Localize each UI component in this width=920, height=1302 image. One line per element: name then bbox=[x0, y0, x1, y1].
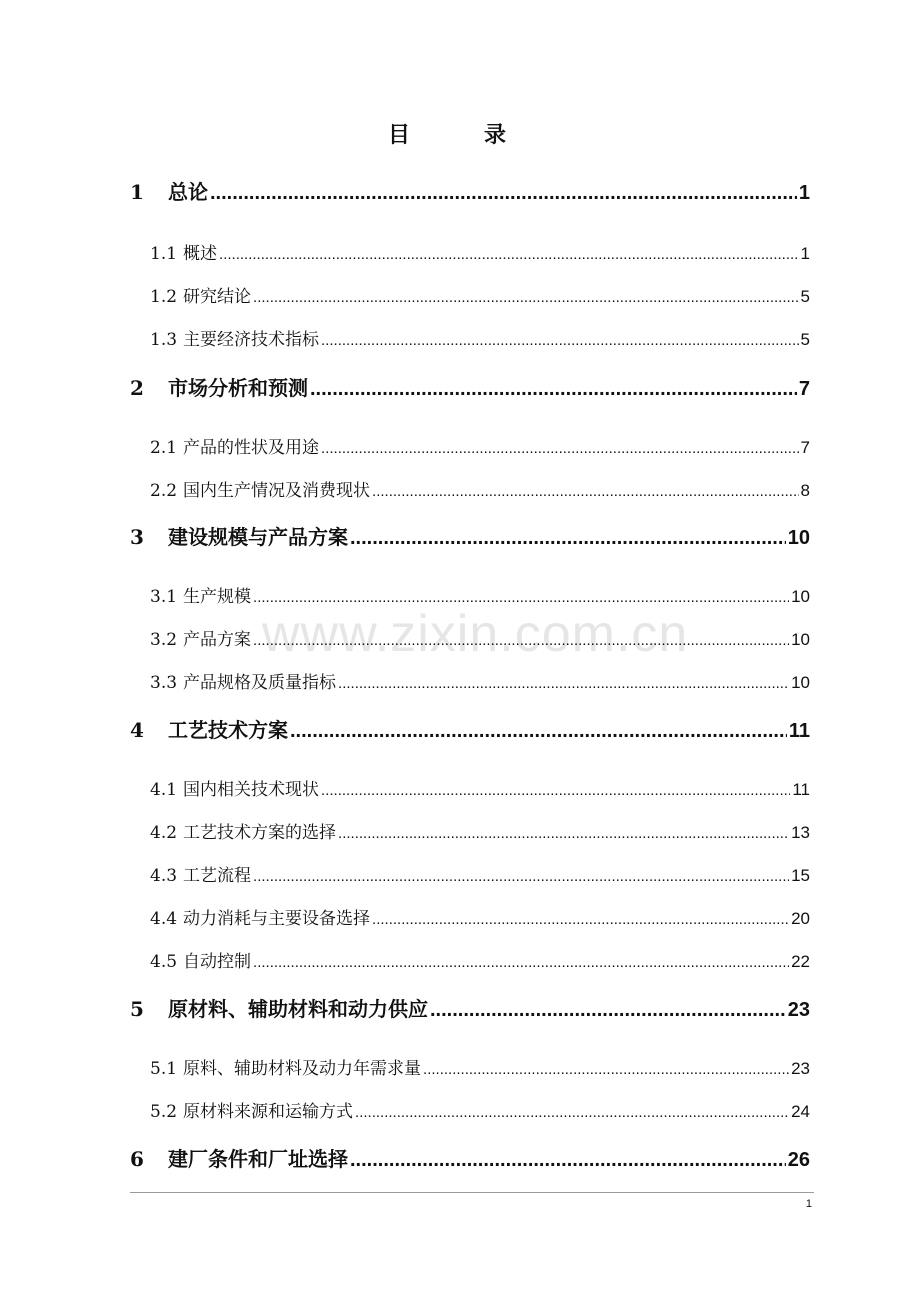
toc-entry-6[interactable] bbox=[130, 1143, 810, 1172]
toc-leader-dots bbox=[253, 868, 789, 885]
toc-leader-dots bbox=[321, 782, 790, 799]
toc-entry-number: 5.2 bbox=[150, 1102, 178, 1122]
toc-entry-label: 生产规模 bbox=[183, 587, 252, 607]
toc-entry-page: 24 bbox=[791, 1102, 810, 1121]
toc-entry-label: 工艺技术方案 bbox=[168, 718, 288, 742]
toc-entry-label: 建厂条件和厂址选择 bbox=[168, 1147, 348, 1171]
toc-leader-dots bbox=[338, 675, 789, 692]
toc-entry-4[interactable] bbox=[130, 714, 810, 743]
toc-entry-number: 1 bbox=[130, 180, 144, 204]
toc-entry-label: 概述 bbox=[183, 244, 218, 264]
toc-entry-page: 10 bbox=[791, 587, 810, 606]
toc-entry-page: 23 bbox=[791, 1059, 810, 1078]
toc-entry-page: 13 bbox=[791, 823, 810, 842]
toc-entry-label: 研究结论 bbox=[183, 287, 252, 307]
toc-entry-number: 6 bbox=[130, 1147, 144, 1171]
toc-entry-5-2[interactable] bbox=[150, 1097, 810, 1122]
toc-entry-2[interactable] bbox=[130, 372, 810, 401]
toc-leader-dots bbox=[430, 999, 786, 1022]
toc-entry-page: 8 bbox=[800, 481, 810, 500]
toc-entry-page: 7 bbox=[800, 438, 810, 457]
toc-entry-label: 主要经济技术指标 bbox=[183, 330, 320, 350]
toc-entry-number: 4.2 bbox=[150, 823, 178, 843]
toc-entry-label: 产品的性状及用途 bbox=[183, 438, 320, 458]
toc-entry-1[interactable] bbox=[130, 176, 810, 205]
toc-entry-page: 26 bbox=[787, 1149, 810, 1171]
toc-entry-label: 动力消耗与主要设备选择 bbox=[183, 909, 371, 929]
toc-entry-page: 23 bbox=[787, 999, 810, 1021]
toc-leader-dots bbox=[350, 1149, 786, 1172]
toc-leader-dots bbox=[290, 720, 787, 743]
toc-entry-label: 市场分析和预测 bbox=[168, 376, 308, 400]
toc-entry-number: 3.1 bbox=[150, 587, 178, 607]
toc-entry-4-4[interactable] bbox=[150, 904, 810, 929]
toc-entry-page: 10 bbox=[791, 673, 810, 692]
toc-entry-page: 22 bbox=[791, 952, 810, 971]
toc-entry-label: 国内生产情况及消费现状 bbox=[183, 481, 371, 501]
toc-entry-1-1[interactable] bbox=[150, 239, 810, 264]
toc-entry-number: 1.3 bbox=[150, 330, 178, 350]
toc-leader-dots bbox=[253, 954, 789, 971]
toc-entry-label: 自动控制 bbox=[183, 952, 252, 972]
toc-entry-page: 11 bbox=[792, 780, 810, 799]
toc-entry-label: 建设规模与产品方案 bbox=[168, 525, 348, 549]
toc-entry-4-3[interactable] bbox=[150, 861, 810, 886]
toc-entry-3-1[interactable] bbox=[150, 582, 810, 607]
toc-entry-number: 4.5 bbox=[150, 952, 178, 972]
toc-leader-dots bbox=[355, 1104, 789, 1121]
toc-entry-page: 1 bbox=[798, 182, 810, 204]
footer-divider bbox=[130, 1192, 814, 1193]
toc-entry-1-3[interactable] bbox=[150, 325, 810, 350]
toc-entry-number: 3 bbox=[130, 525, 144, 549]
toc-leader-dots bbox=[423, 1061, 789, 1078]
toc-entry-number: 4.4 bbox=[150, 909, 178, 929]
toc-leader-dots bbox=[338, 825, 789, 842]
toc-entry-2-2[interactable] bbox=[150, 476, 810, 501]
toc-entry-label: 总论 bbox=[168, 180, 208, 204]
watermark: www.zixin.com.cn bbox=[262, 605, 689, 663]
toc-entry-2-1[interactable] bbox=[150, 433, 810, 458]
toc-entry-5-1[interactable] bbox=[150, 1054, 810, 1079]
toc-entry-label: 国内相关技术现状 bbox=[183, 780, 320, 800]
toc-entry-page: 5 bbox=[800, 287, 810, 306]
toc-entry-label: 工艺技术方案的选择 bbox=[183, 823, 337, 843]
toc-leader-dots bbox=[210, 182, 797, 205]
toc-entry-label: 产品方案 bbox=[183, 630, 252, 650]
toc-entry-number: 2.1 bbox=[150, 438, 178, 458]
toc-entry-number: 4 bbox=[130, 718, 144, 742]
toc-leader-dots bbox=[253, 589, 789, 606]
toc-entry-label: 原材料来源和运输方式 bbox=[183, 1102, 354, 1122]
toc-leader-dots bbox=[253, 632, 789, 649]
toc-entry-label: 工艺流程 bbox=[183, 866, 252, 886]
toc-entry-4-2[interactable] bbox=[150, 818, 810, 843]
toc-leader-dots bbox=[350, 527, 786, 550]
toc-entry-page: 10 bbox=[787, 527, 810, 549]
toc-entry-page: 7 bbox=[798, 378, 810, 400]
toc-entry-page: 20 bbox=[791, 909, 810, 928]
toc-leader-dots bbox=[253, 289, 798, 306]
toc-leader-dots bbox=[310, 378, 797, 401]
toc-entry-5[interactable] bbox=[130, 993, 810, 1022]
toc-entry-number: 5 bbox=[130, 997, 144, 1021]
toc-entry-3-3[interactable] bbox=[150, 668, 810, 693]
toc-entry-number: 2 bbox=[130, 376, 144, 400]
toc-leader-dots bbox=[321, 440, 798, 457]
toc-entry-4-1[interactable] bbox=[150, 775, 810, 800]
toc-entry-number: 1.1 bbox=[150, 244, 178, 264]
toc-entry-number: 1.2 bbox=[150, 287, 178, 307]
toc-leader-dots bbox=[372, 483, 798, 500]
toc-entry-number: 3.3 bbox=[150, 673, 178, 693]
toc-leader-dots bbox=[372, 911, 789, 928]
toc-entry-3-2[interactable] bbox=[150, 625, 810, 650]
toc-entry-number: 3.2 bbox=[150, 630, 178, 650]
toc-entry-page: 1 bbox=[800, 244, 810, 263]
toc-entry-page: 15 bbox=[791, 866, 810, 885]
toc-entry-label: 产品规格及质量指标 bbox=[183, 673, 337, 693]
toc-entry-label: 原材料、辅助材料和动力供应 bbox=[168, 997, 428, 1021]
toc-entry-4-5[interactable] bbox=[150, 947, 810, 972]
toc-leader-dots bbox=[219, 246, 798, 263]
toc-entry-3[interactable] bbox=[130, 521, 810, 550]
toc-leader-dots bbox=[321, 332, 798, 349]
toc-entry-number: 2.2 bbox=[150, 481, 178, 501]
toc-entry-number: 4.1 bbox=[150, 780, 178, 800]
toc-title: 目 录 bbox=[387, 122, 532, 148]
footer-page-number: 1 bbox=[805, 1198, 812, 1210]
toc-entry-number: 5.1 bbox=[150, 1059, 178, 1079]
toc-entry-page: 11 bbox=[788, 720, 810, 742]
toc-entry-label: 原料、辅助材料及动力年需求量 bbox=[183, 1059, 422, 1079]
toc-entry-number: 4.3 bbox=[150, 866, 178, 886]
toc-entry-page: 10 bbox=[791, 630, 810, 649]
toc-entry-page: 5 bbox=[800, 330, 810, 349]
toc-entry-1-2[interactable] bbox=[150, 282, 810, 307]
